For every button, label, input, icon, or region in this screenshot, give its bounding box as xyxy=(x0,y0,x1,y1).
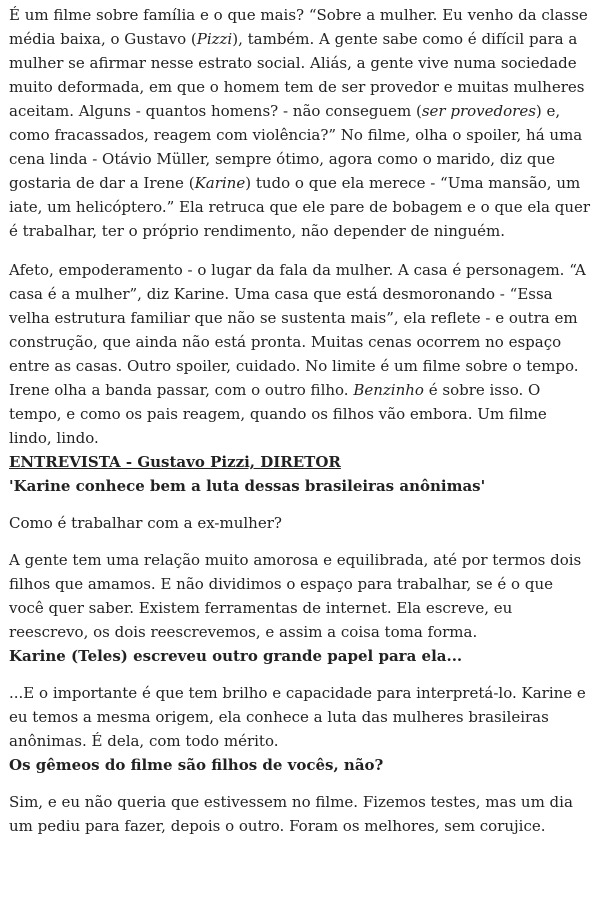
interview-quote-title: 'Karine conhece bem a luta dessas brasileiras anônimas' xyxy=(9,477,486,495)
paragraph-text: ) tudo o que ela merece - “Uma mansão, um iate, um helicóptero.” Ela retruca que ele pare de bobagem e o que ela quer é trabalhar, ter o próprio rendimento, não depender de ninguém. xyxy=(9,174,591,240)
emphasis-text: Benzinho xyxy=(353,381,424,399)
interview-question: Os gêmeos do filme são filhos de vocês, não? xyxy=(9,756,384,774)
interview-title: ENTREVISTA - Gustavo Pizzi, DIRETOR xyxy=(9,453,341,471)
interview-question: Karine (Teles) escreveu outro grande papel para ela... xyxy=(9,647,463,665)
paragraph-text: ) e, como fracassados, reagem com violência?” No filme, olha o spoiler, há uma cena linda - Otávio Müller, sempre ótimo, agora como o marido, diz que gostaria de dar a Irene ( xyxy=(9,102,583,192)
interview-answer: A gente tem uma relação muito amorosa e equilibrada, até por termos dois filhos que amamos. E não dividimos o espaço para trabalhar, se é o que você quer saber. Existem ferramentas de internet. Ela escreve, eu reescrevo, os dois reescrevemos, e assim a coisa toma forma. xyxy=(9,551,582,641)
interview-answer: Sim, e eu não queria que estivessem no filme. Fizemos testes, mas um dia um pediu para fazer, depois o outro. Foram os melhores, sem corujice. xyxy=(9,793,573,835)
article-paragraph xyxy=(9,258,591,450)
article-paragraph xyxy=(9,0,591,243)
paragraph-text: Afeto, empoderamento - o lugar da fala da mulher. A casa é personagem. “A casa é a mulher”, diz Karine. Uma casa que está desmoronando - “Essa velha estrutura familiar que não se sustenta mais”, ela reflete - e outra em construção, que ainda não está pronta. Muitas cenas ocorrem no espaço entre as casas. Outro spoiler, cuidado. No limite é um filme sobre o tempo. Irene olha a banda passar, com o outro filho. xyxy=(9,261,586,399)
emphasis-text: ser provedores xyxy=(421,102,536,120)
interview-answer: ...E o importante é que tem brilho e capacidade para interpretá-lo. Karine e eu temos a mesma origem, ela conhece a luta das mulheres brasileiras anônimas. É dela, com todo mérito. xyxy=(9,684,586,750)
paragraph-text: É um filme sobre família e o que mais? “Sobre a mulher. Eu venho da classe média baixa, o Gustavo ( xyxy=(9,6,588,48)
interview-question: Como é trabalhar com a ex-mulher? xyxy=(9,514,282,532)
paragraph-text: ), também. A gente sabe como é difícil para a mulher se afirmar nesse estrato social. Aliás, a gente vive numa sociedade muito deformada, em que o homem tem de ser provedor e muitas mulheres aceitam. Alguns - quantos homens? - não conseguem ( xyxy=(9,30,585,120)
emphasis-text: Pizzi xyxy=(196,30,233,48)
paragraph-text: é sobre isso. O tempo, e como os pais reagem, quando os filhos vão embora. Um filme lindo, lindo. xyxy=(9,381,547,447)
emphasis-text: Karine xyxy=(194,174,246,192)
